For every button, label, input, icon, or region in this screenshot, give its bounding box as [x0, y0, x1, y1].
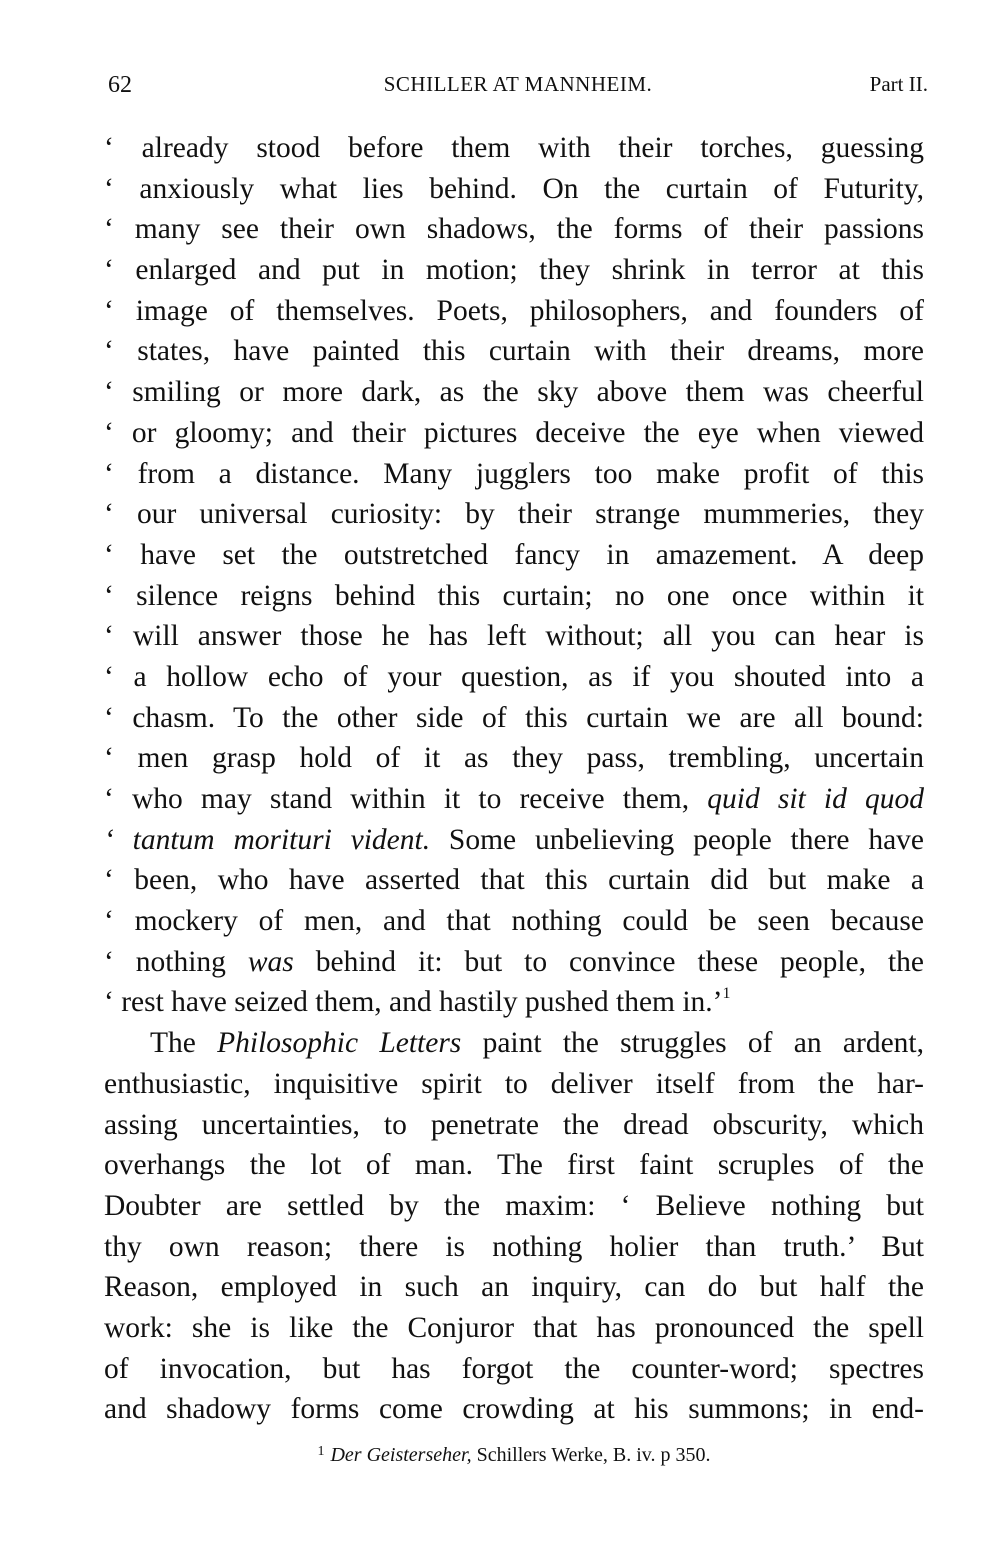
text-line — [104, 779, 924, 820]
text-line — [104, 820, 924, 861]
text-span: paint the struggles of an ardent, — [461, 1027, 924, 1060]
text-line: ‘ men grasp hold of it as they pass, trembling, uncertain — [104, 742, 924, 775]
text-line — [104, 982, 924, 1023]
text-line: and shadowy forms come crowding at his summons; in end- — [104, 1393, 924, 1426]
text-line: ‘ states, have painted this curtain with their dreams, more — [104, 335, 924, 368]
latin-phrase: quid sit id quod — [707, 783, 924, 815]
part-label: Part II. — [869, 72, 928, 96]
text-line: ‘ image of themselves. Poets, philosophers, and founders of — [104, 294, 924, 327]
text-line: ‘ already stood before them with their torches, guessing — [104, 132, 924, 164]
text-line: assing uncertainties, to penetrate the dread obscurity, which — [104, 1108, 924, 1141]
text-span: ‘ nothing — [104, 945, 248, 978]
footnote — [104, 1444, 924, 1467]
text-span: ‘ who may stand within it to receive them, — [104, 783, 708, 815]
text-span: behind it: but to convince these people, the — [293, 945, 924, 978]
text-line: ‘ a hollow echo of your question, as if you shouted into a — [104, 660, 924, 693]
footnote-marker: 1 — [317, 1444, 325, 1459]
text-line: ‘ will answer those he has left without; all you can hear is — [104, 620, 924, 653]
latin-phrase: ‘ tantum morituri vident. — [104, 823, 431, 856]
footnote-citation: Schillers Werke, B. iv. p 350. — [471, 1444, 711, 1466]
text-line: ‘ our universal curiosity: by their strange mummeries, they — [104, 498, 924, 531]
text-line: thy own reason; there is nothing holier than truth.’ But — [104, 1230, 924, 1263]
text-line: of invocation, but has forgot the counter-word; spectres — [104, 1352, 924, 1385]
text-line: ‘ or gloomy; and their pictures deceive the eye when viewed — [104, 416, 924, 449]
text-line: ‘ smiling or more dark, as the sky above them was cheerful — [104, 376, 924, 409]
text-line: ‘ have set the outstretched fancy in amazement. A deep — [104, 538, 924, 571]
text-line: work: she is like the Conjuror that has pronounced the spell — [104, 1311, 924, 1344]
text-line: ‘ chasm. To the other side of this curtain we are all bound: — [104, 701, 924, 734]
text-line: Doubter are settled by the maxim: ‘ Believe nothing but — [104, 1189, 924, 1222]
text-line: ‘ mockery of men, and that nothing could be seen because — [104, 905, 924, 938]
running-header — [108, 72, 928, 106]
text-line: ‘ from a distance. Many jugglers too make profit of this — [104, 457, 924, 490]
text-line: overhangs the lot of man. The first faint scruples of the — [104, 1149, 924, 1182]
text-span: ‘ rest have seized them, and hastily pushed them in.’ — [104, 986, 723, 1019]
text-line: Reason, employed in such an inquiry, can do but half the — [104, 1271, 924, 1304]
text-line: ‘ enlarged and put in motion; they shrink in terror at this — [104, 254, 924, 287]
text-span: The — [150, 1027, 218, 1060]
work-title: Philosophic Letters — [217, 1027, 462, 1060]
text-line — [104, 942, 924, 983]
text-line: enthusiastic, inquisitive spirit to deliver itself from the har- — [104, 1067, 924, 1100]
text-line: ‘ anxiously what lies behind. On the curtain of Futurity, — [104, 172, 924, 205]
text-line: ‘ silence reigns behind this curtain; no one once within it — [104, 579, 924, 612]
text-span: Some unbelieving people there have — [430, 823, 924, 856]
text-line: ‘ many see their own shadows, the forms of their passions — [104, 213, 924, 246]
paragraph-start — [104, 1023, 924, 1064]
text-line: ‘ been, who have asserted that this curtain did but make a — [104, 864, 924, 897]
running-title: SCHILLER AT MANNHEIM. — [383, 72, 653, 96]
footnote-reference: 1 — [722, 985, 731, 1003]
page-number: 62 — [108, 72, 132, 98]
body-text — [104, 128, 924, 1430]
footnote-title: Der Geisterseher, — [330, 1444, 472, 1466]
emphasis: was — [247, 945, 294, 978]
